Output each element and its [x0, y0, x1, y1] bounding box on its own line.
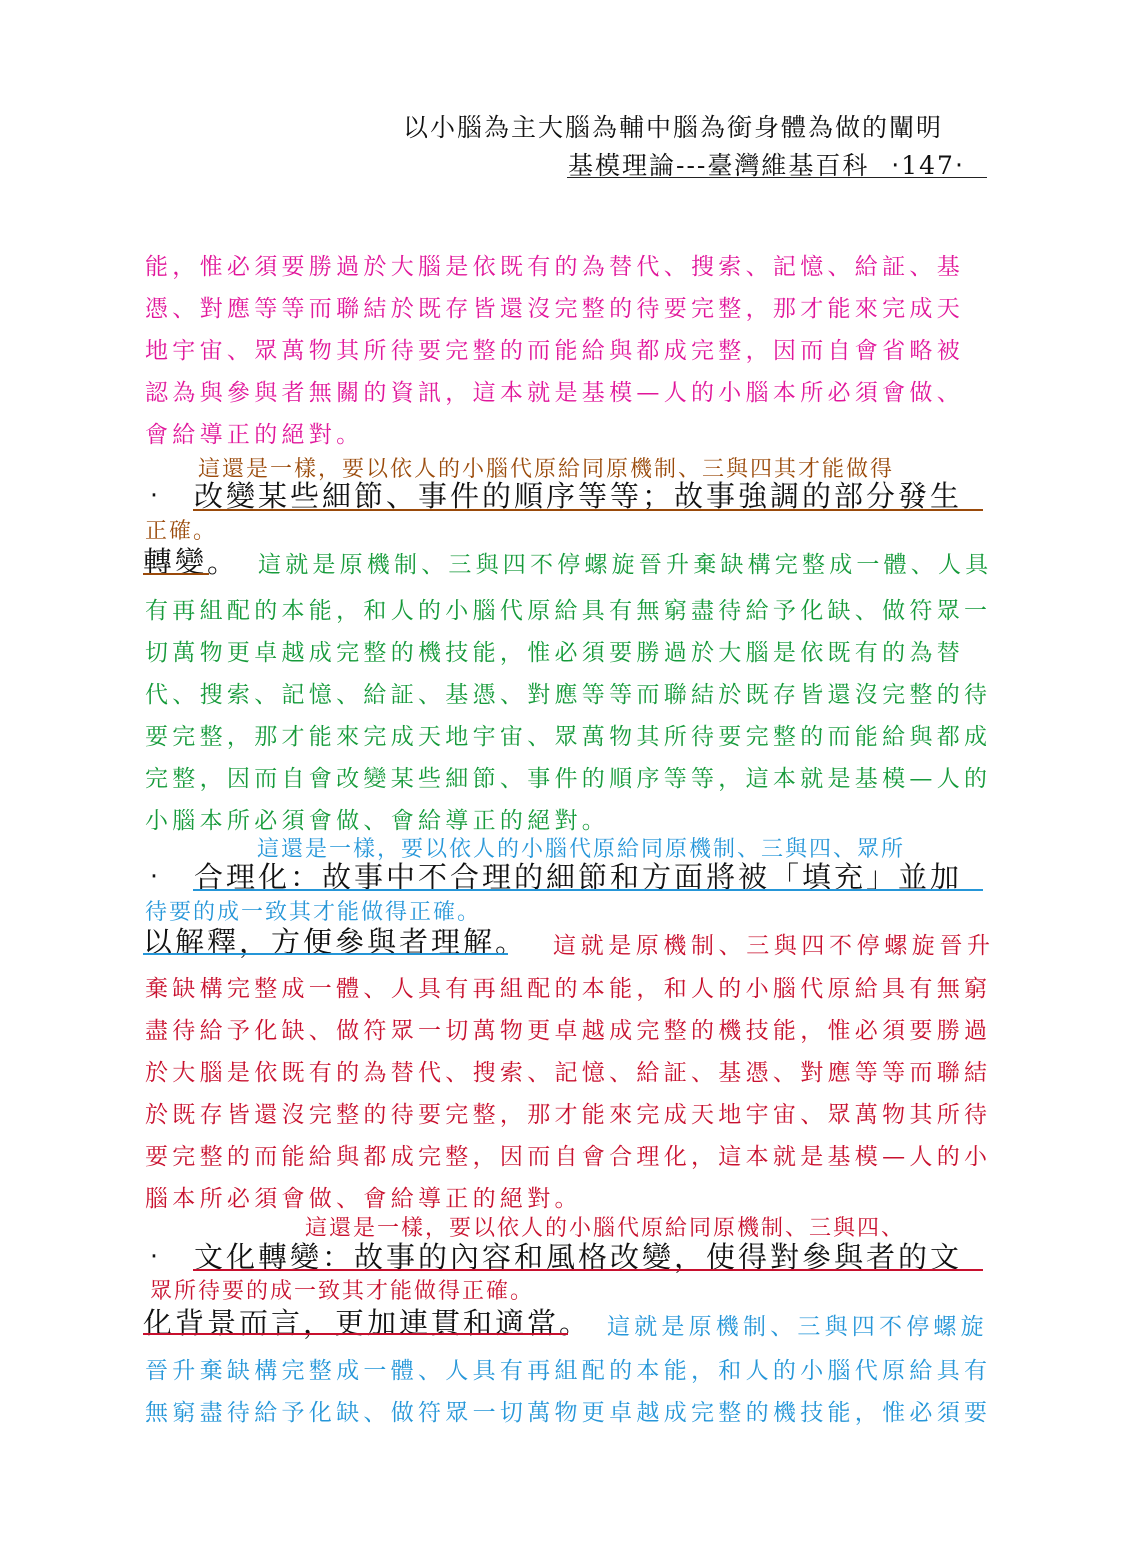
item2-body-line: 於既存皆還沒完整的待要完整，那才能來完成天地宇宙、眾萬物其所待 [145, 1102, 992, 1128]
item1-body-line: 小腦本所必須會做、會給導正的絕對。 [145, 808, 610, 834]
item2-underline [193, 889, 983, 891]
item2-body-line: 盡待給予化缺、做符眾一切萬物更卓越成完整的機技能，惟必須要勝過 [145, 1018, 992, 1044]
item1-underline-2 [143, 573, 209, 575]
item3-annotation-bottom: 眾所待要的成一致其才能做得正確。 [150, 1279, 535, 1304]
para1-line: 能，惟必須要勝過於大腦是依既有的為替代、搜索、記憶、給証、基 [145, 254, 964, 280]
item3-heading-line2 [143, 1301, 591, 1342]
item1-body-line: 代、搜索、記憶、給証、基憑、對應等等而聯結於既存皆還沒完整的待 [145, 682, 992, 708]
item3-body-line: 無窮盡待給予化缺、做符眾一切萬物更卓越成完整的機技能，惟必須要 [145, 1400, 992, 1426]
para1-line: 地宇宙、眾萬物其所待要完整的而能給與都成完整，因而自會省略被 [145, 338, 964, 364]
item1-heading-line1: 改變某些細節、事件的順序等等；故事強調的部分發生 [194, 479, 963, 513]
item1-body-first: 這就是原機制、三與四不停螺旋晉升棄缺構完整成一體、人具 [258, 552, 993, 578]
item3-heading-line1: 文化轉變：故事的內容和風格改變，使得對參與者的文 [194, 1240, 963, 1274]
item3-body-first: 這就是原機制、三與四不停螺旋 [607, 1314, 988, 1340]
item2-body-line: 腦本所必須會做、會給導正的絕對。 [145, 1186, 582, 1212]
item3-bullet: ‧ [150, 1242, 158, 1271]
item3-annotation-top: 這還是一樣，要以依人的小腦代原給同原機制、三與四、 [305, 1216, 906, 1241]
item1-body-line: 完整，因而自會改變某些細節、事件的順序等等，這本就是基模—人的 [145, 766, 992, 792]
source-label: 基模理論---臺灣維基百科 [568, 151, 870, 180]
item2-body-line: 於大腦是依既有的為替代、搜索、記憶、給証、基憑、對應等等而聯結 [145, 1060, 992, 1086]
item1-body-line: 要完整，那才能來完成天地宇宙、眾萬物其所待要完整的而能給與都成 [145, 724, 992, 750]
para1-line: 認為與參與者無關的資訊，這本就是基模—人的小腦本所必須會做、 [145, 380, 964, 406]
item2-body-first: 這就是原機制、三與四不停螺旋晉升 [553, 933, 995, 959]
item3-body-line: 晉升棄缺構完整成一體、人具有再組配的本能，和人的小腦代原給具有 [145, 1358, 992, 1384]
item1-annotation-bottom: 正確。 [145, 519, 218, 544]
para1-line: 憑、對應等等而聯結於既存皆還沒完整的待要完整，那才能來完成天 [145, 296, 964, 322]
item1-bullet: ‧ [150, 481, 158, 510]
item2-body-line: 要完整的而能給與都成完整，因而自會合理化，這本就是基模—人的小 [145, 1144, 992, 1170]
para1-line: 會給導正的絕對。 [145, 422, 364, 448]
item2-annotation-bottom: 待要的成一致其才能做得正確。 [145, 900, 482, 925]
item2-underline-2 [143, 953, 508, 955]
item1-heading-punct: 。 [207, 545, 240, 579]
item1-underline [193, 509, 983, 511]
item2-heading-punct: 。 [495, 925, 528, 959]
item3-heading-punct: 。 [559, 1306, 592, 1340]
item2-bullet: ‧ [150, 862, 158, 891]
running-title: 以小腦為主大腦為輔中腦為銜身體為做的闡明 [403, 113, 944, 142]
item3-underline [193, 1269, 983, 1271]
item1-heading-line2-text: 轉變 [143, 545, 208, 579]
header-rule [567, 177, 987, 178]
item2-heading-line2-text: 以解釋，方便參與者理解 [143, 925, 496, 959]
page-number: ‧147‧ [891, 151, 965, 180]
item1-body-line: 切萬物更卓越成完整的機技能，惟必須要勝過於大腦是依既有的為替 [145, 640, 964, 666]
item1-annotation-top: 這還是一樣，要以依人的小腦代原給同原機制、三與四其才能做得 [198, 457, 895, 482]
item2-heading-line1: 合理化：故事中不合理的細節和方面將被「填充」並加 [194, 860, 963, 894]
item1-body-line: 有再組配的本能，和人的小腦代原給具有無窮盡待給予化缺、做符眾一 [145, 598, 992, 624]
item3-underline-2 [143, 1333, 568, 1335]
item3-heading-line2-text: 化背景而言，更加連貫和適當 [143, 1306, 560, 1340]
item2-annotation-top: 這還是一樣，要以依人的小腦代原給同原機制、三與四、眾所 [257, 837, 906, 862]
item2-body-line: 棄缺構完整成一體、人具有再組配的本能，和人的小腦代原給具有無窮 [145, 976, 992, 1002]
